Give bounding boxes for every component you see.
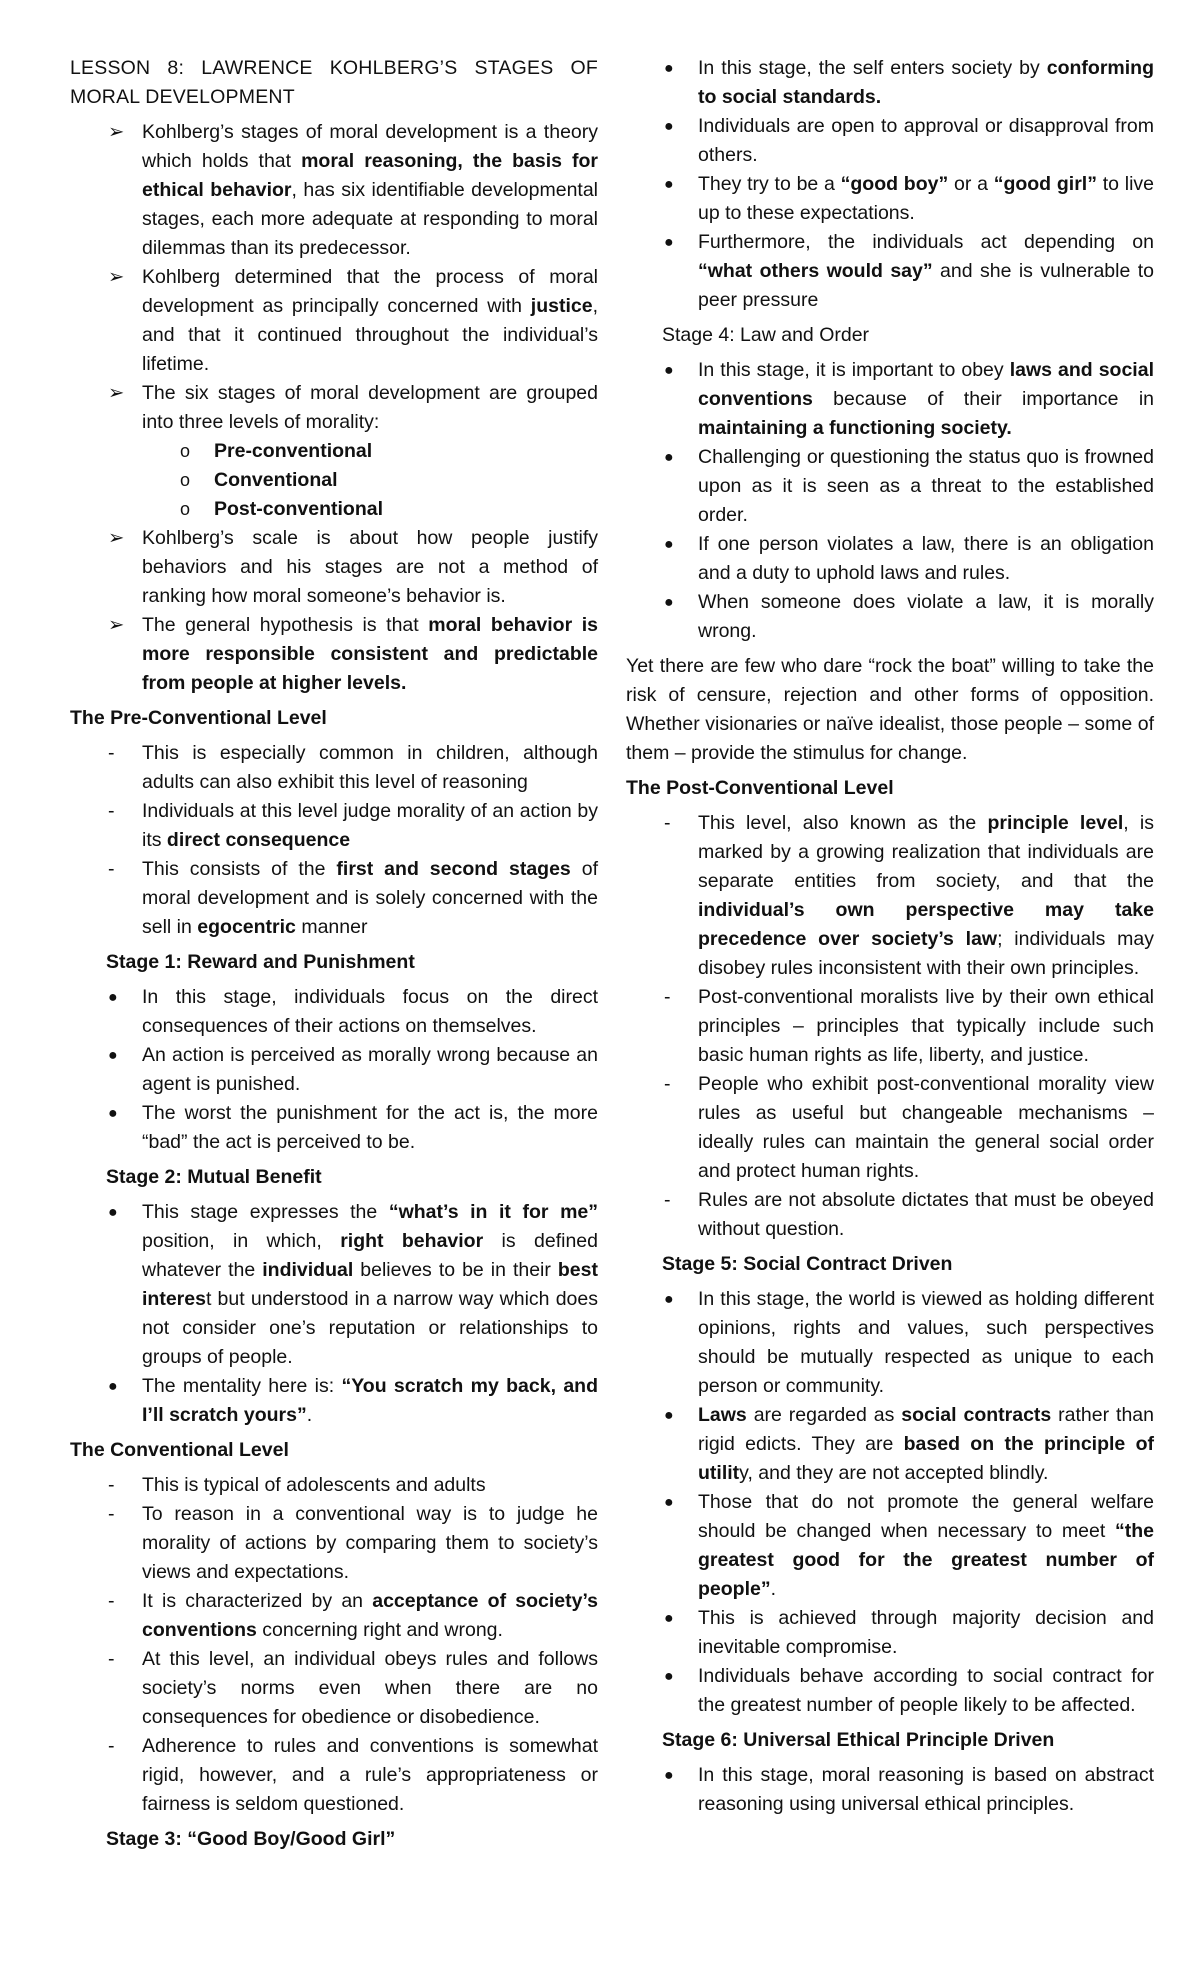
dot-bullet-icon: ● — [664, 234, 674, 251]
stage5-heading: Stage 5: Social Contract Driven — [662, 1253, 953, 1275]
conventional-list — [70, 1471, 598, 1819]
pre-conventional-list — [70, 739, 598, 942]
list-item: ● If one person violates a law, there is an obligation and a duty to uphold laws and rules. — [626, 530, 1154, 588]
list-item: ● In this stage, it is important to obey laws and social conventions because of their importance in maintaining a functioning society. — [626, 356, 1154, 443]
dot-bullet-icon: ● — [108, 1378, 118, 1395]
post-conventional-heading: The Post-Conventional Level — [626, 777, 894, 799]
intro-item: ➢ The six stages of moral development are grouped into three levels of morality: — [70, 379, 598, 437]
stage3-heading: Stage 3: “Good Boy/Good Girl” — [106, 1828, 396, 1850]
intro-item: ➢ Kohlberg determined that the process of moral development as principally concerned with justice, and that it continued throughout the individual’s lifetime. — [70, 263, 598, 379]
list-item: ● Those that do not promote the general welfare should be changed when necessary to meet “the greatest good for the greatest number of people”. — [626, 1488, 1154, 1604]
list-item: ● The mentality here is: “You scratch my back, and I’ll scratch yours”. — [70, 1372, 598, 1430]
list-item: - This is typical of adolescents and adults — [108, 1474, 486, 1496]
list-item: ● An action is perceived as morally wrong because an agent is punished. — [70, 1041, 598, 1099]
dot-bullet-icon: ● — [664, 536, 674, 553]
list-item: ● In this stage, the world is viewed as holding different opinions, rights and values, such perspectives should be mutually respected as unique to each person or community. — [626, 1285, 1154, 1401]
dot-bullet-icon: ● — [664, 118, 674, 135]
list-item: ● Individuals behave according to social contract for the greatest number of people likely to be affected. — [626, 1662, 1154, 1720]
circle-bullet-icon: o — [180, 499, 191, 519]
list-item: - People who exhibit post-conventional morality view rules as useful but changeable mechanisms – ideally rules can maintain the general social order and protect human rights. — [664, 1073, 1154, 1182]
dot-bullet-icon: ● — [664, 176, 674, 193]
list-item: ● Challenging or questioning the status quo is frowned upon as it is seen as a threat to the established order. — [626, 443, 1154, 530]
dot-bullet-icon: ● — [108, 1105, 118, 1122]
list-item: ● This is achieved through majority decision and inevitable compromise. — [626, 1604, 1154, 1662]
list-item: ● In this stage, moral reasoning is based on abstract reasoning using universal ethical principles. — [626, 1761, 1154, 1819]
closing-paragraph: Yet there are few who dare “rock the boat” willing to take the risk of censure, rejection and other forms of opposition. Whether visionaries or naïve idealist, those people – some of them – provide the stimulus for change. — [626, 655, 1154, 764]
dot-bullet-icon: ● — [664, 1407, 674, 1424]
dot-bullet-icon: ● — [108, 989, 118, 1006]
stage1-heading: Stage 1: Reward and Punishment — [106, 951, 415, 973]
dot-bullet-icon: ● — [664, 594, 674, 611]
list-item: - It is characterized by an acceptance of society’s conventions concerning right and wrong. — [108, 1590, 598, 1641]
circle-bullet-icon: o — [180, 470, 191, 490]
pre-conventional-heading: The Pre-Conventional Level — [70, 707, 327, 729]
list-item: ● The worst the punishment for the act is, the more “bad” the act is perceived to be. — [70, 1099, 598, 1157]
list-item: - At this level, an individual obeys rules and follows society’s norms even when there are no consequences for obedience or disobedience. — [108, 1648, 598, 1728]
list-item: - This level, also known as the principle level, is marked by a growing realization that individuals are separate entities from society, and that the individual’s own perspective may take precedence over society’s law; individuals may disobey rules inconsistent with their own principles. — [664, 812, 1154, 979]
intro-item: ➢ Kohlberg’s stages of moral development is a theory which holds that moral reasoning, the basis for ethical behavior, has six identifiable developmental stages, each more adequate at responding to moral dilemmas than its predecessor. — [70, 118, 598, 263]
conventional-heading: The Conventional Level — [70, 1439, 289, 1461]
stage3-list — [626, 54, 1154, 315]
arrow-bullet-icon: ➢ — [108, 614, 125, 636]
list-item: ● Furthermore, the individuals act depending on “what others would say” and she is vulnerable to peer pressure — [626, 228, 1154, 315]
intro-item: ➢ Kohlberg’s scale is about how people justify behaviors and his stages are not a method of ranking how moral someone’s behavior is. — [70, 524, 598, 611]
stage4-list — [626, 356, 1154, 646]
left-column — [70, 54, 598, 1854]
list-item: ● This stage expresses the “what’s in it for me” position, in which, right behavior is defined whatever the individual believes to be in their best interest but understood in a narrow way which does not consider one’s reputation or relationships to groups of people. — [70, 1198, 598, 1372]
list-item: - Individuals at this level judge morality of an action by its direct consequence — [108, 800, 598, 851]
circle-bullet-icon: o — [180, 441, 191, 461]
stage6-heading: Stage 6: Universal Ethical Principle Driven — [662, 1729, 1055, 1751]
dot-bullet-icon: ● — [664, 1291, 674, 1308]
list-item: - Adherence to rules and conventions is somewhat rigid, however, and a rule’s appropriateness or fairness is seldom questioned. — [108, 1735, 598, 1815]
lesson-title: LESSON 8: LAWRENCE KOHLBERG’S STAGES OF MORAL DEVELOPMENT — [70, 57, 598, 108]
dot-bullet-icon: ● — [108, 1204, 118, 1221]
right-column — [626, 54, 1154, 1819]
level-item: o Conventional — [70, 466, 598, 495]
dot-bullet-icon: ● — [664, 362, 674, 379]
dot-bullet-icon: ● — [664, 1767, 674, 1784]
list-item: - Rules are not absolute dictates that must be obeyed without question. — [664, 1189, 1154, 1240]
stage1-list — [70, 983, 598, 1157]
list-item: - This is especially common in children, although adults can also exhibit this level of reasoning — [108, 742, 598, 793]
dot-bullet-icon: ● — [664, 60, 674, 77]
dot-bullet-icon: ● — [664, 1668, 674, 1685]
list-item: ● They try to be a “good boy” or a “good girl” to live up to these expectations. — [626, 170, 1154, 228]
dot-bullet-icon: ● — [664, 449, 674, 466]
arrow-bullet-icon: ➢ — [108, 527, 125, 549]
level-item: o Pre-conventional — [70, 437, 598, 466]
dot-bullet-icon: ● — [664, 1494, 674, 1511]
stage6-list — [626, 1761, 1154, 1819]
list-item: - This consists of the first and second stages of moral development and is solely concerned with the sell in egocentric manner — [108, 858, 598, 938]
stage2-heading: Stage 2: Mutual Benefit — [106, 1166, 322, 1188]
arrow-bullet-icon: ➢ — [108, 382, 125, 404]
arrow-bullet-icon: ➢ — [108, 266, 125, 288]
level-item: o Post-conventional — [70, 495, 598, 524]
list-item: ● Laws are regarded as social contracts rather than rigid edicts. They are based on the principle of utility, and they are not accepted blindly. — [626, 1401, 1154, 1488]
list-item: - Post-conventional moralists live by their own ethical principles – principles that typically include such basic human rights as life, liberty, and justice. — [664, 986, 1154, 1066]
list-item: ● Individuals are open to approval or disapproval from others. — [626, 112, 1154, 170]
post-conventional-list — [626, 809, 1154, 1244]
stage2-list — [70, 1198, 598, 1430]
dot-bullet-icon: ● — [664, 1610, 674, 1627]
arrow-bullet-icon: ➢ — [108, 121, 125, 143]
stage5-list — [626, 1285, 1154, 1720]
list-item: - To reason in a conventional way is to judge he morality of actions by comparing them to society’s views and expectations. — [108, 1503, 598, 1583]
stage4-heading: Stage 4: Law and Order — [662, 324, 870, 346]
dot-bullet-icon: ● — [108, 1047, 118, 1064]
list-item: ● In this stage, individuals focus on the direct consequences of their actions on themselves. — [70, 983, 598, 1041]
list-item: ● In this stage, the self enters society by conforming to social standards. — [626, 54, 1154, 112]
list-item: ● When someone does violate a law, it is morally wrong. — [626, 588, 1154, 646]
intro-list — [70, 118, 598, 698]
intro-item: ➢ The general hypothesis is that moral behavior is more responsible consistent and predictable from people at higher levels. — [70, 611, 598, 698]
